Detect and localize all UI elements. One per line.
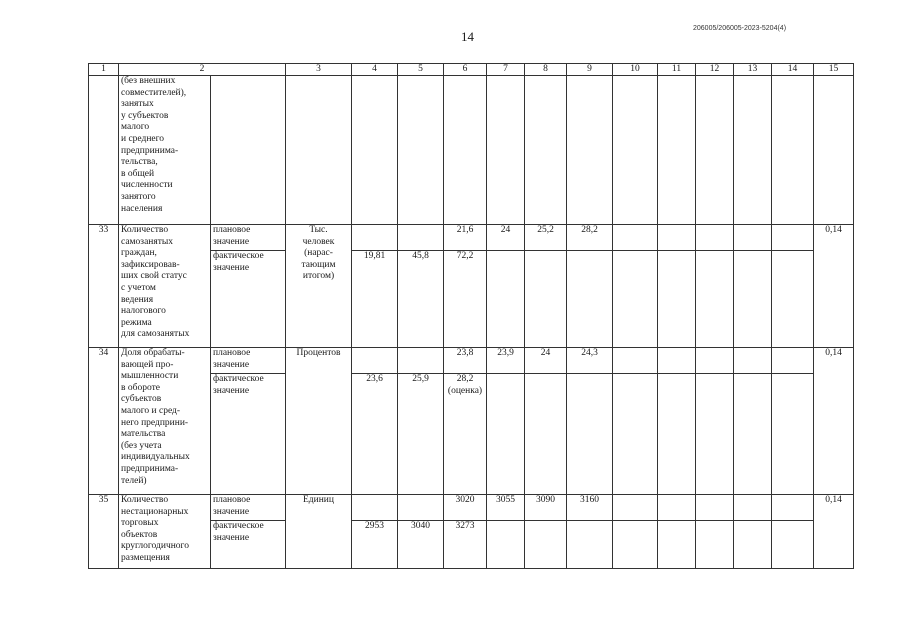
table-row — [89, 225, 854, 251]
plan-value-col5 — [398, 348, 444, 374]
col-header-14: 14 — [772, 64, 814, 76]
fact-value-col5: 45,8 — [398, 251, 444, 348]
fact-value-col5: 3040 — [398, 521, 444, 569]
document-id: 206005/206005-2023-5204(4) — [693, 25, 787, 32]
plan-value-col6: 3020 — [444, 495, 487, 521]
col-header-2: 2 — [119, 64, 286, 76]
col-header-13: 13 — [734, 64, 772, 76]
column-number-row — [89, 64, 854, 76]
plan-value-col9: 28,2 — [567, 225, 613, 251]
plan-value-col7: 24 — [487, 225, 525, 251]
unit-of-measure: Тыс. человек (нарас- тающим итогом) — [286, 225, 352, 348]
col-header-15: 15 — [814, 64, 854, 76]
plan-value-col9: 3160 — [567, 495, 613, 521]
row-number: 33 — [89, 225, 119, 348]
col-header-1: 1 — [89, 64, 119, 76]
fact-label: фактическое значение — [211, 521, 286, 569]
indicators-table — [88, 63, 854, 569]
plan-value-col5 — [398, 225, 444, 251]
fact-label: фактическое значение — [211, 251, 286, 348]
row-number: 35 — [89, 495, 119, 569]
fact-value-col6: 3273 — [444, 521, 487, 569]
plan-label: плановое значение — [211, 225, 286, 251]
plan-value-col4 — [352, 495, 398, 521]
unit-of-measure: Единиц — [286, 495, 352, 569]
plan-value-col8: 25,2 — [525, 225, 567, 251]
col-header-5: 5 — [398, 64, 444, 76]
page-number: 14 — [461, 29, 474, 44]
plan-value-col4 — [352, 225, 398, 251]
indicator-name-continued: (без внешних совместителей), занятых у субъектов малого и среднего предпринима- тельства, в общей численности занятого населения — [119, 76, 211, 225]
fact-label: фактическое значение — [211, 374, 286, 495]
table-row-continuation — [89, 76, 854, 225]
plan-label: плановое значение — [211, 495, 286, 521]
plan-value-col7: 23,9 — [487, 348, 525, 374]
fact-value-col6: 28,2 (оценка) — [444, 374, 487, 495]
plan-value-col6: 23,8 — [444, 348, 487, 374]
plan-value-col4 — [352, 348, 398, 374]
plan-value-col8: 24 — [525, 348, 567, 374]
col-header-9: 9 — [567, 64, 613, 76]
col-header-11: 11 — [658, 64, 696, 76]
weight-value: 0,14 — [814, 225, 854, 348]
col-header-8: 8 — [525, 64, 567, 76]
fact-value-col4: 23,6 — [352, 374, 398, 495]
indicator-name: Количество нестационарных торговых объектов круглогодичного размещения — [119, 495, 211, 569]
fact-value-col5: 25,9 — [398, 374, 444, 495]
plan-value-col8: 3090 — [525, 495, 567, 521]
col-header-12: 12 — [696, 64, 734, 76]
unit-of-measure: Процентов — [286, 348, 352, 495]
row-number: 34 — [89, 348, 119, 495]
col-header-4: 4 — [352, 64, 398, 76]
col-header-3: 3 — [286, 64, 352, 76]
plan-value-col7: 3055 — [487, 495, 525, 521]
plan-value-col5 — [398, 495, 444, 521]
table-row — [89, 495, 854, 521]
indicator-name: Доля обрабаты- вающей про- мышленности в обороте субъектов малого и сред- него предприни- мательства (без учета индивидуальных предпринима- телей) — [119, 348, 211, 495]
table-row — [89, 348, 854, 374]
col-header-7: 7 — [487, 64, 525, 76]
fact-value-col6: 72,2 — [444, 251, 487, 348]
fact-value-col4: 2953 — [352, 521, 398, 569]
plan-value-col9: 24,3 — [567, 348, 613, 374]
col-header-10: 10 — [613, 64, 658, 76]
fact-value-col4: 19,81 — [352, 251, 398, 348]
col-header-6: 6 — [444, 64, 487, 76]
indicator-name: Количество самозанятых граждан, зафиксировав- ших свой статус с учетом ведения налогового режима для самозанятых — [119, 225, 211, 348]
plan-value-col6: 21,6 — [444, 225, 487, 251]
weight-value: 0,14 — [814, 348, 854, 495]
plan-label: плановое значение — [211, 348, 286, 374]
weight-value: 0,14 — [814, 495, 854, 569]
